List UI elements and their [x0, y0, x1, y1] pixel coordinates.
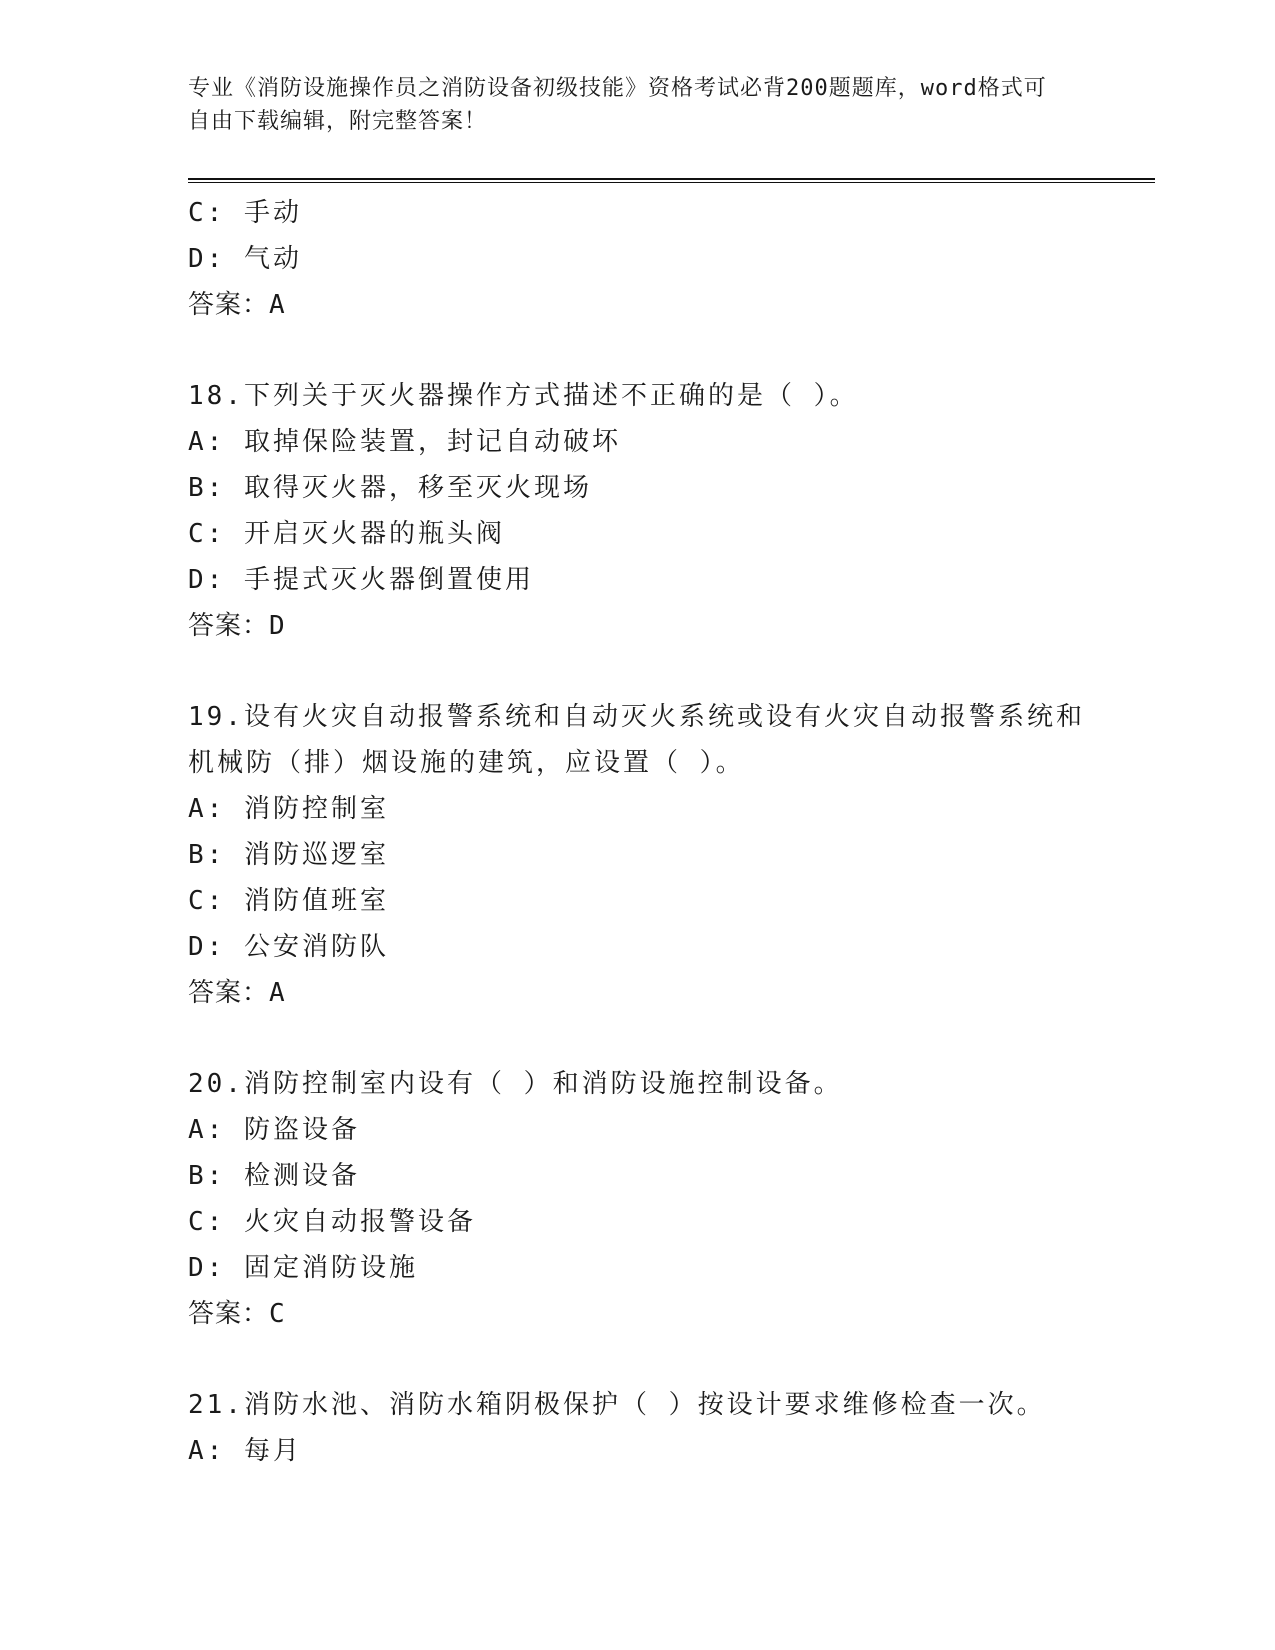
answer-line	[188, 603, 1088, 649]
option-a: A: 取掉保险装置，封记自动破坏	[188, 427, 621, 457]
option-c: C: 开启灭火器的瓶头阀	[188, 519, 505, 549]
question-18	[188, 373, 1088, 649]
option-d: D: 气动	[188, 244, 302, 274]
question-stem: 19.设有火灾自动报警系统和自动灭火系统或设有火灾自动报警系统和	[188, 702, 1085, 732]
question-stem: 21.消防水池、消防水箱阴极保护（ ）按设计要求维修检查一次。	[188, 1390, 1046, 1420]
option-d: D: 手提式灭火器倒置使用	[188, 565, 534, 595]
answer-line	[188, 970, 1088, 1016]
answer-line	[188, 1291, 1088, 1337]
question-number: 18.	[188, 381, 244, 411]
option-a: A: 消防控制室	[188, 794, 389, 824]
answer-label: 答案：	[188, 290, 270, 320]
answer-label: 答案：	[188, 611, 270, 641]
question-stem: 18.下列关于灭火器操作方式描述不正确的是（ ）。	[188, 381, 859, 411]
answer-label: 答案：	[188, 1299, 270, 1329]
question-body	[188, 190, 1088, 1474]
question-21	[188, 1382, 1088, 1474]
answer-line	[188, 282, 1088, 328]
option-a: A: 每月	[188, 1436, 302, 1466]
question-number: 21.	[188, 1390, 244, 1420]
option-c: C: 消防值班室	[188, 886, 389, 916]
answer-value: C	[269, 1299, 286, 1329]
question-number: 19.	[188, 702, 244, 732]
answer-value: A	[269, 290, 286, 320]
question-stem: 20.消防控制室内设有（ ）和消防设施控制设备。	[188, 1069, 843, 1099]
question-stem-continued: 机械防（排）烟设施的建筑，应设置（ ）。	[188, 748, 745, 778]
header-divider	[188, 178, 1155, 183]
answer-value: D	[269, 611, 286, 641]
question-number: 20.	[188, 1069, 244, 1099]
option-c: C: 手动	[188, 198, 302, 228]
option-d: D: 公安消防队	[188, 932, 389, 962]
question-20	[188, 1061, 1088, 1337]
question-19	[188, 694, 1088, 1016]
carryover-block	[188, 190, 1088, 328]
option-b: B: 检测设备	[188, 1161, 360, 1191]
option-b: B: 消防巡逻室	[188, 840, 389, 870]
option-a: A: 防盗设备	[188, 1115, 360, 1145]
option-c: C: 火灾自动报警设备	[188, 1207, 476, 1237]
option-b: B: 取得灭火器，移至灭火现场	[188, 473, 592, 503]
option-d: D: 固定消防设施	[188, 1253, 418, 1283]
answer-label: 答案：	[188, 978, 270, 1008]
answer-value: A	[269, 978, 286, 1008]
page-header: 专业《消防设施操作员之消防设备初级技能》资格考试必背200题题库，word格式可自由下载编辑，附完整答案！	[188, 76, 1047, 134]
